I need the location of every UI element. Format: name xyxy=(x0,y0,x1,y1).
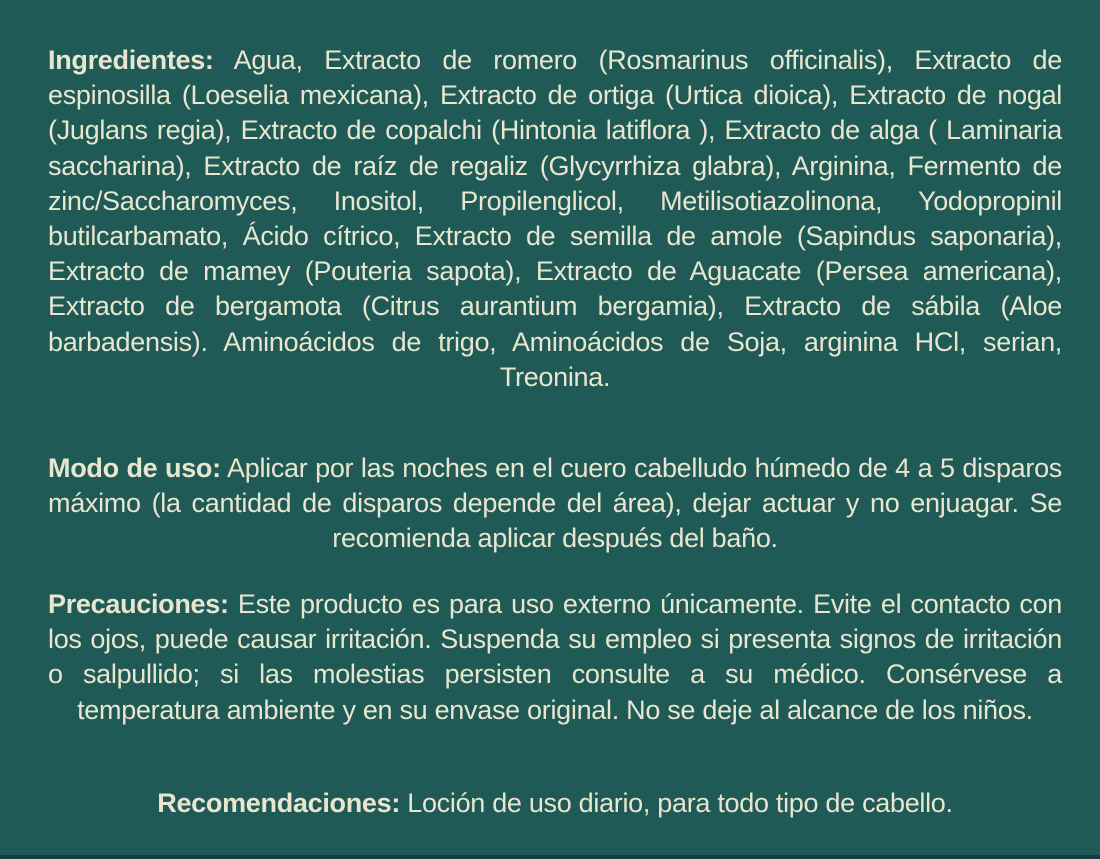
precautions-paragraph xyxy=(48,587,1062,728)
precautions-heading: Precauciones: xyxy=(48,589,229,619)
precautions-text: Este producto es para uso externo únicamente. Evite el contacto con los ojos, puede causar irritación. Suspenda su empleo si presenta signos de irritación o salpullido; si las molestias persisten consulte a su médico. Consérvese a temperatura ambiente y en su envase original. No se deje al alcance de los niños. xyxy=(48,589,1063,725)
ingredients-heading: Ingredientes: xyxy=(48,45,214,75)
usage-heading: Modo de uso: xyxy=(48,453,221,483)
recommendations-heading: Recomendaciones: xyxy=(157,788,401,818)
ingredients-text: Agua, Extracto de romero (Rosmarinus officinalis), Extracto de espinosilla (Loeselia mexicana), Extracto de ortiga (Urtica dioica), Extracto de nogal (Juglans regia), Extracto de copalchi (Hintonia latiflora ), Extracto de alga ( Laminaria saccharina), Extracto de raíz de regaliz (Glycyrrhiza glabra), Arginina, Fermento de zinc/Saccharomyces, Inositol, Propilenglicol, Metilisotiazolinona, Yodopropinil butilcarbamato, Ácido cítrico, Extracto de semilla de amole (Sapindus saponaria), Extracto de mamey (Pouteria sapota), Extracto de Aguacate (Persea americana), Extracto de bergamota (Citrus aurantium bergamia), Extracto de sábila (Aloe barbadensis). Aminoácidos de trigo, Aminoácidos de Soja, arginina HCl, serian, Treonina. xyxy=(48,45,1062,392)
recommendations-text: Loción de uso diario, para todo tipo de cabello. xyxy=(407,788,953,818)
bottom-edge-strip xyxy=(0,855,1100,859)
usage-paragraph xyxy=(48,451,1062,557)
usage-text: Aplicar por las noches en el cuero cabelludo húmedo de 4 a 5 disparos máximo (la cantidad de disparos depende del área), dejar actuar y no enjuagar. Se recomienda aplicar después del baño. xyxy=(48,453,1062,554)
ingredients-paragraph xyxy=(48,43,1062,395)
recommendations-paragraph xyxy=(48,786,1062,821)
